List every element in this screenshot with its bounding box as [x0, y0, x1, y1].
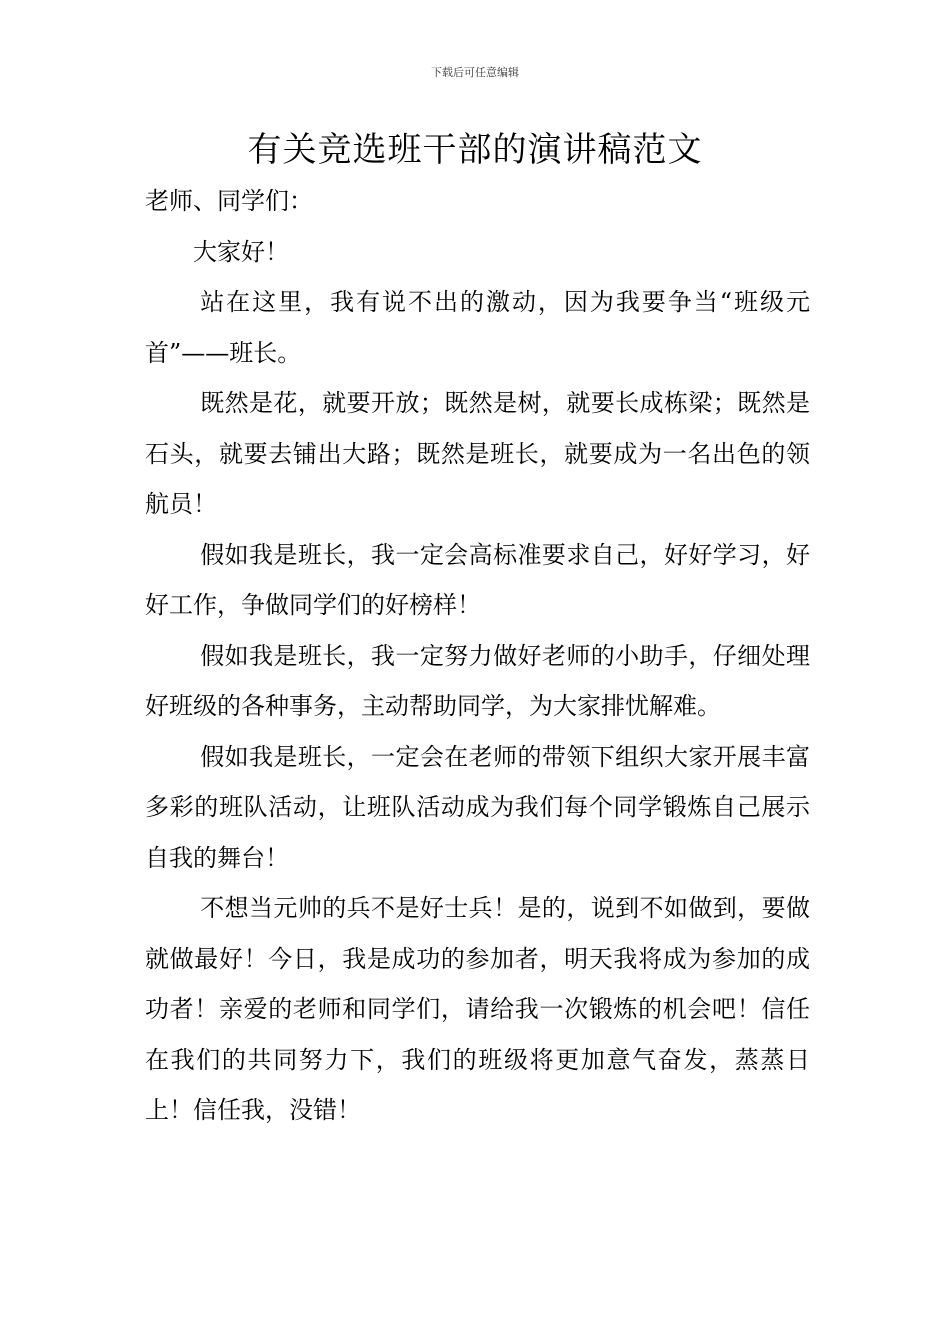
paragraph-3: 假如我是班长，我一定会高标准要求自己，好好学习，好好工作，争做同学们的好榜样！	[145, 540, 810, 619]
document-body	[145, 176, 810, 1136]
paragraph-2: 既然是花，就要开放；既然是树，就要长成栋梁；既然是石头，就要去铺出大路；既然是班长，就要成为一名出色的领航员！	[145, 389, 810, 518]
paragraph-5: 假如我是班长，一定会在老师的带领下组织大家开展丰富多彩的班队活动，让班队活动成为我们每个同学锻炼自己展示自我的舞台！	[145, 742, 810, 872]
document-title: 有关竞选班干部的演讲稿范文	[247, 130, 703, 170]
paragraph-1: 站在这里，我有说不出的激动，因为我要争当“班级元首”——班长。	[145, 288, 810, 367]
greeting: 大家好！	[193, 237, 289, 266]
salutation: 老师、同学们：	[145, 187, 313, 215]
paragraph-6: 不想当元帅的兵不是好士兵！是的，说到不如做到，要做就做最好！今日，我是成功的参加者，明天我将成为参加的成功者！亲爱的老师和同学们，请给我一次锻炼的机会吧！信任在我们的共同努力下，我们的班级将更加意气奋发，蒸蒸日上！信任我，没错！	[145, 894, 810, 1124]
paragraph-4: 假如我是班长，我一定努力做好老师的小助手，仔细处理好班级的各种事务，主动帮助同学，为大家排忧解难。	[145, 641, 810, 720]
header-note: 下载后可任意编辑	[431, 66, 519, 79]
